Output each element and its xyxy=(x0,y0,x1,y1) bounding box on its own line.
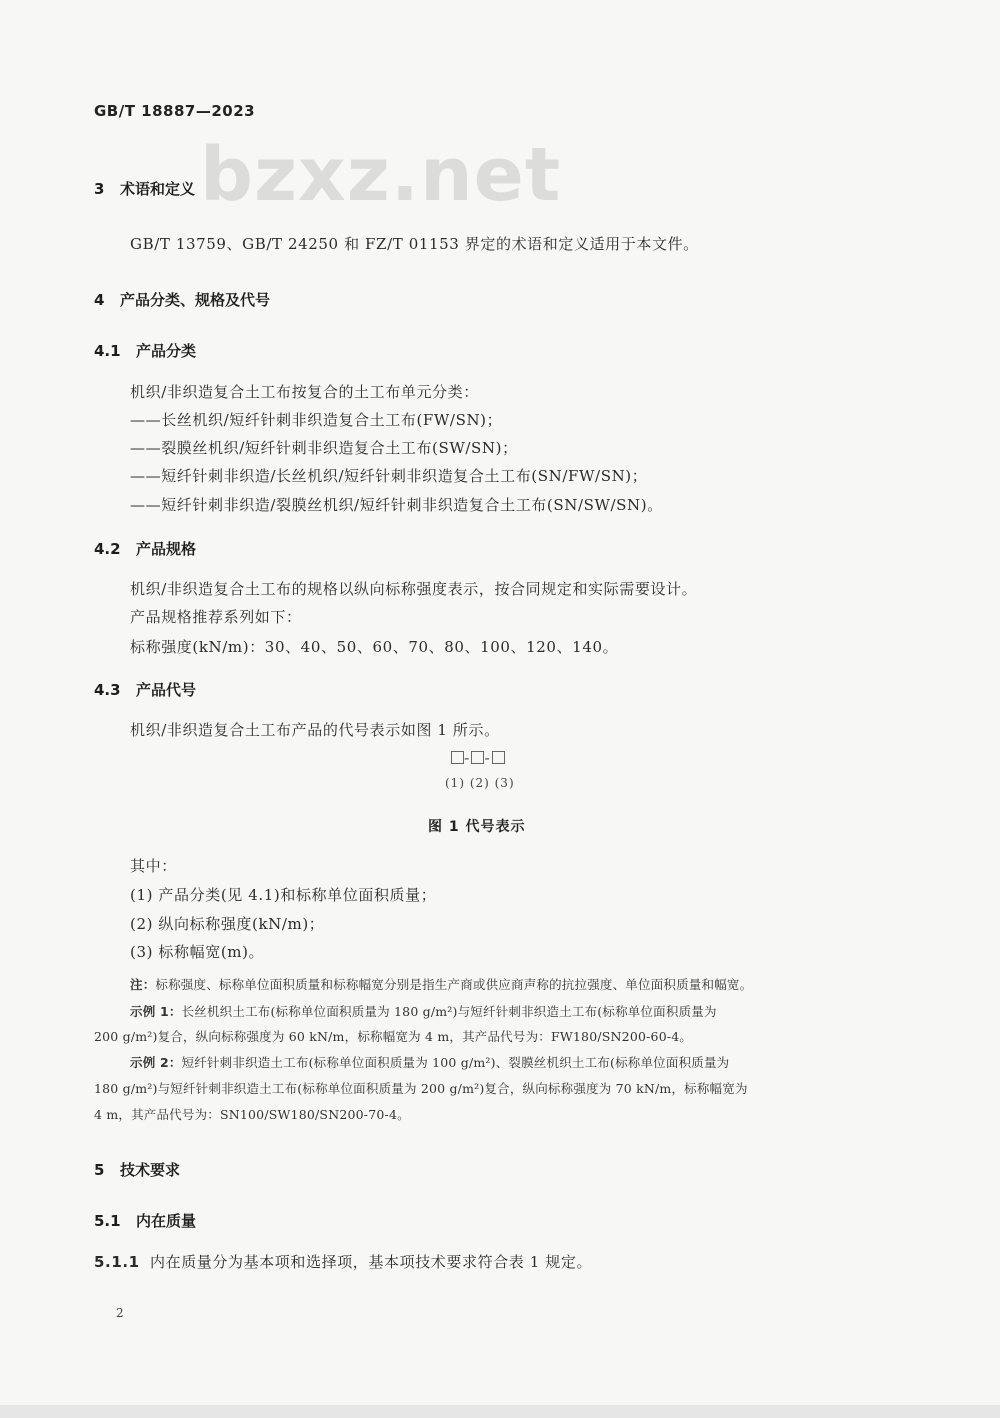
example-2-line xyxy=(130,1053,729,1071)
bottom-edge xyxy=(0,1405,1000,1418)
note-text: 标称强度、标称单位面积质量和标称幅宽分别是指生产商或供应商声称的抗拉强度、单位面积质量和幅宽。 xyxy=(155,977,753,992)
section-title: 产品代号 xyxy=(136,681,197,699)
code-separator: - xyxy=(464,749,472,767)
page-number: 2 xyxy=(116,1306,124,1320)
watermark: bzxz.net xyxy=(200,132,562,218)
example-text: 长丝机织土工布(标称单位面积质量为 180 g/m²)与短纤针刺非织造土工布(标称单位面积质量为 xyxy=(181,1004,717,1019)
paragraph: 机织/非织造复合土工布按复合的土工布单元分类： xyxy=(130,383,479,401)
paragraph: 标称强度(kN/m)：30、40、50、60、70、80、100、120、140。 xyxy=(130,638,619,656)
clause-5-1-1 xyxy=(94,1251,592,1272)
section-number: 4.3 xyxy=(94,681,121,699)
section-4-3-heading xyxy=(94,679,196,700)
paragraph: 机织/非织造复合土工布的规格以纵向标称强度表示，按合同规定和实际需要设计。 xyxy=(130,580,698,598)
code-separator: - xyxy=(484,749,492,767)
code-format-figure xyxy=(451,749,505,767)
list-item: (2) 纵向标称强度(kN/m)； xyxy=(130,915,325,933)
document-code: GB/T 18887—2023 xyxy=(94,102,256,120)
list-item: ——短纤针刺非织造/长丝机织/短纤针刺非织造复合土工布(SN/FW/SN)； xyxy=(130,467,648,485)
section-number: 4.2 xyxy=(94,540,121,558)
section-title: 术语和定义 xyxy=(120,180,196,198)
section-3-heading xyxy=(94,178,195,199)
paragraph: 机织/非织造复合土工布产品的代号表示如图 1 所示。 xyxy=(130,721,500,739)
section-4-1-heading xyxy=(94,340,196,361)
paragraph: 其中： xyxy=(130,857,177,875)
list-item: ——短纤针刺非织造/裂膜丝机织/短纤针刺非织造复合土工布(SN/SW/SN)。 xyxy=(130,496,663,514)
section-5-1-heading xyxy=(94,1210,196,1231)
section-title: 内在质量 xyxy=(136,1212,197,1230)
section-3-paragraph: GB/T 13759、GB/T 24250 和 FZ/T 01153 界定的术语和定义适用于本文件。 xyxy=(130,235,699,253)
clause-text: 内在质量分为基本项和选择项，基本项技术要求符合表 1 规定。 xyxy=(150,1253,593,1271)
section-5-heading xyxy=(94,1159,180,1180)
example-1-line xyxy=(130,1002,717,1020)
list-item: (3) 标称幅宽(m)。 xyxy=(130,943,265,961)
section-number: 4 xyxy=(94,291,105,309)
note xyxy=(130,975,752,993)
example-2-line: 4 m，其产品代号为：SN100/SW180/SN200-70-4。 xyxy=(94,1107,410,1122)
section-number: 5.1 xyxy=(94,1212,121,1230)
section-title: 产品规格 xyxy=(136,540,197,558)
list-item: ——长丝机织/短纤针刺非织造复合土工布(FW/SN)； xyxy=(130,411,503,429)
example-1-line: 200 g/m²)复合，纵向标称强度为 60 kN/m，标称幅宽为 4 m，其产品代号为：FW180/SN200-60-4。 xyxy=(94,1029,693,1044)
figure-caption: 图 1 代号表示 xyxy=(428,819,526,835)
list-item: ——裂膜丝机织/短纤针刺非织造复合土工布(SW/SN)； xyxy=(130,439,518,457)
section-4-heading xyxy=(94,289,270,310)
paragraph: 产品规格推荐系列如下： xyxy=(130,608,302,626)
example-label: 示例 2： xyxy=(130,1055,182,1070)
section-number: 4.1 xyxy=(94,342,121,360)
example-label: 示例 1： xyxy=(130,1004,182,1019)
note-label: 注： xyxy=(130,977,156,992)
section-title: 产品分类 xyxy=(136,342,197,360)
example-text: 短纤针刺非织造土工布(标称单位面积质量为 100 g/m²)、裂膜丝机织土工布(标称单位面积质量为 xyxy=(181,1055,730,1070)
code-box-1 xyxy=(451,751,464,764)
clause-number: 5.1.1 xyxy=(94,1253,140,1271)
section-title: 产品分类、规格及代号 xyxy=(120,291,271,309)
code-box-3 xyxy=(492,751,505,764)
section-number: 5 xyxy=(94,1161,105,1179)
code-box-2 xyxy=(471,751,484,764)
example-2-line: 180 g/m²)与短纤针刺非织造土工布(标称单位面积质量为 200 g/m²)复合，纵向标称强度为 70 kN/m，标称幅宽为 xyxy=(94,1081,748,1096)
section-title: 技术要求 xyxy=(120,1161,181,1179)
section-number: 3 xyxy=(94,180,105,198)
code-box-labels: (1) (2) (3) xyxy=(445,776,515,790)
section-4-2-heading xyxy=(94,538,196,559)
list-item: (1) 产品分类(见 4.1)和标称单位面积质量； xyxy=(130,886,437,904)
